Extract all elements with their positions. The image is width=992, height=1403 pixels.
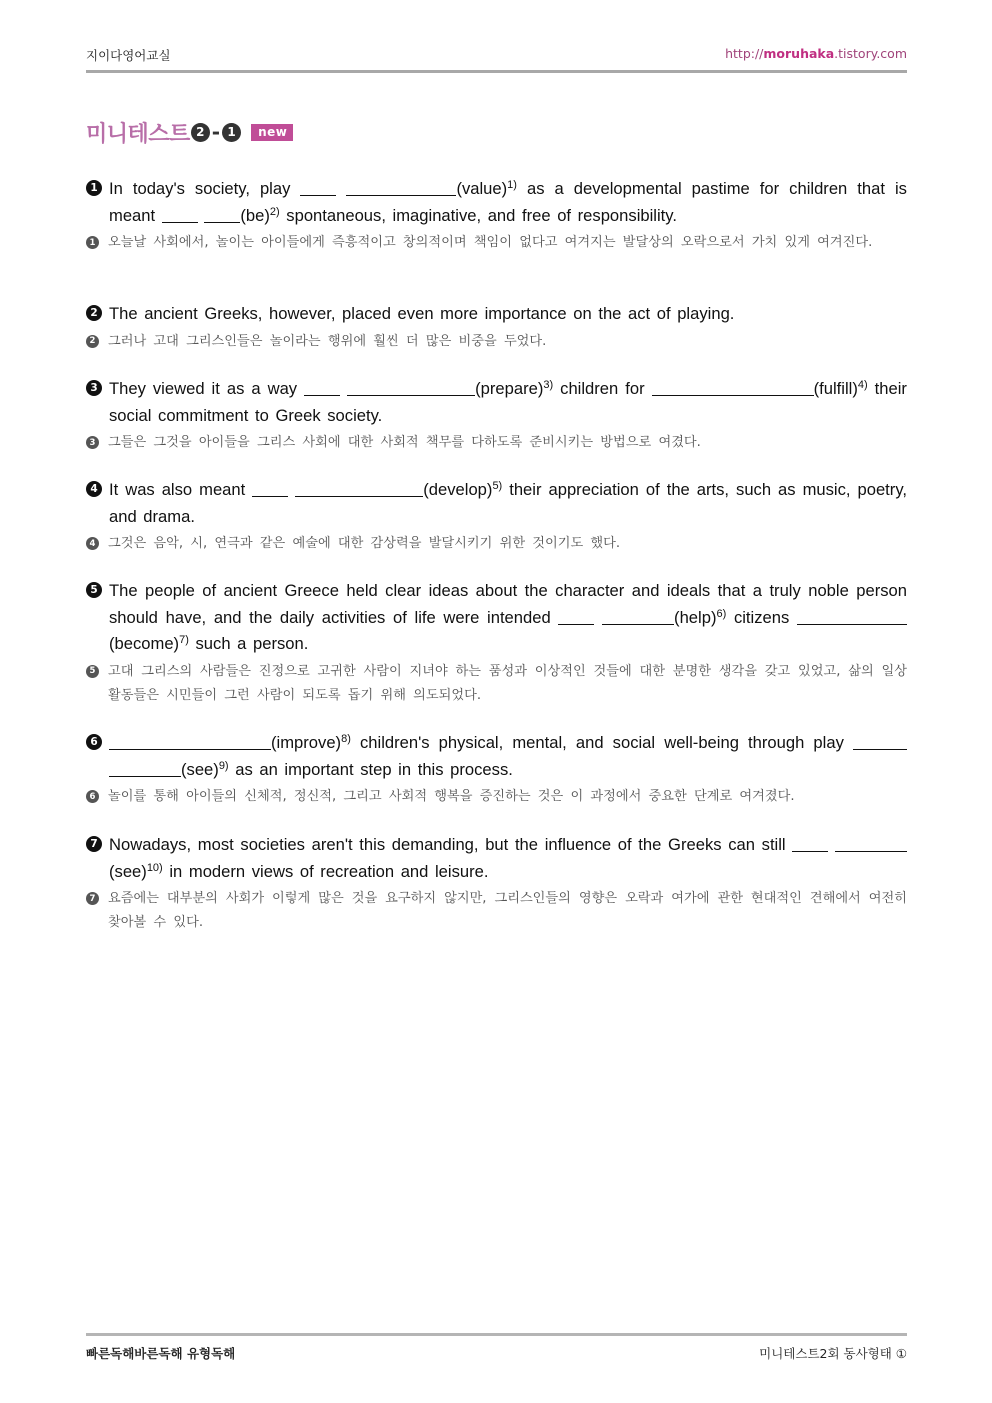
korean-translation: 7 요즘에는 대부분의 사회가 이렇게 많은 것을 요구하지 않지만, 그리스인들의 영향은 오락과 여가에 관한 현대적인 견해에서 여전히 찾아볼 수 있다. <box>86 887 907 935</box>
english-sentence: 1 In today's society, play (value)$^{1)}$ as a developmental pastime for children that is meant (be)$^{2)}$ spontaneous, imaginative, and free of responsibility. <box>86 176 907 229</box>
question-item <box>86 832 907 935</box>
footer-divider <box>86 1333 907 1336</box>
item-number-small: 7 <box>86 892 99 905</box>
page-title <box>86 116 293 148</box>
title-number-2: 1 <box>222 123 241 142</box>
item-number: 3 <box>86 380 102 396</box>
question-item <box>86 477 907 556</box>
korean-translation: 1 오늘날 사회에서, 놀이는 아이들에게 즉흥적이고 창의적이며 책임이 없다고 여겨지는 발달상의 오락으로서 가치 있게 여겨진다. <box>86 231 907 255</box>
blank-index: 8) <box>341 733 351 745</box>
hint-verb: (become) <box>109 634 180 653</box>
blank-index: 1) <box>507 179 517 191</box>
hint-verb: (improve) <box>271 733 342 752</box>
item-number: 1 <box>86 180 102 196</box>
question-item <box>86 578 907 708</box>
english-sentence: 5 The people of ancient Greece held clear ideas about the character and ideals that a truly noble person should have, and the daily activities of life were intended (help)$^{6)}$ citizens (become)$^{7)}$ such a person. <box>86 578 907 658</box>
blank-index: 4) <box>857 379 868 391</box>
answer-blank[interactable] <box>204 205 240 223</box>
item-number: 2 <box>86 305 102 321</box>
korean-translation: 6 놀이를 통해 아이들의 신체적, 정신적, 그리고 사회적 행복을 증진하는 것은 이 과정에서 중요한 단계로 여겨졌다. <box>86 785 907 809</box>
title-dash: - <box>211 120 221 144</box>
english-sentence: 7 Nowadays, most societies aren't this demanding, but the influence of the Greeks can still (see)$^{10)}$ in modern views of recreation and leisure. <box>86 832 907 885</box>
answer-blank[interactable] <box>346 178 456 196</box>
english-sentence: 4 It was also meant (develop)$^{5)}$ their appreciation of the arts, such as music, poetry, and drama. <box>86 477 907 530</box>
korean-translation: 2 그러나 고대 그리스인들은 놀이라는 행위에 훨씬 더 많은 비중을 두었다. <box>86 330 907 354</box>
header-url[interactable] <box>725 46 907 61</box>
new-badge: new <box>251 124 293 141</box>
blank-index: 3) <box>543 379 554 391</box>
answer-blank[interactable] <box>835 834 907 852</box>
answer-blank[interactable] <box>109 732 271 750</box>
footer-book-title: 빠른독해바른독해 유형독해 <box>86 1346 236 1361</box>
answer-blank[interactable] <box>602 607 674 625</box>
english-sentence: 2 The ancient Greeks, however, placed even more importance on the act of playing. <box>86 301 907 328</box>
hint-verb: (fulfill) <box>813 379 858 398</box>
answer-blank[interactable] <box>304 378 340 396</box>
answer-blank[interactable] <box>295 479 423 497</box>
answer-blank[interactable] <box>109 759 181 777</box>
hint-verb: (see) <box>181 759 219 779</box>
blank-index: 10) <box>146 861 163 874</box>
hint-verb: (value) <box>456 179 508 198</box>
header-divider <box>86 70 907 73</box>
item-number-small: 6 <box>86 790 99 803</box>
page-header <box>86 46 907 64</box>
item-number-small: 4 <box>86 537 99 550</box>
header-brand: 지이다영어교실 <box>86 48 171 63</box>
answer-blank[interactable] <box>558 607 594 625</box>
answer-blank[interactable] <box>252 479 288 497</box>
answer-blank[interactable] <box>792 834 828 852</box>
answer-blank[interactable] <box>797 607 907 625</box>
blank-index: 7) <box>179 634 189 646</box>
page-footer <box>86 1344 907 1362</box>
title-number-1: 2 <box>191 123 210 142</box>
korean-translation: 3 그들은 그것을 아이들을 그리스 사회에 대한 사회적 책무를 다하도록 준비시키는 방법으로 여겼다. <box>86 431 907 455</box>
item-number: 6 <box>86 734 102 750</box>
hint-verb: (prepare) <box>475 379 544 398</box>
korean-translation: 4 그것은 음악, 시, 연극과 같은 예술에 대한 감상력을 발달시키기 위한 것이기도 했다. <box>86 532 907 556</box>
english-sentence: 6 (improve)$^{8)}$ children's physical, mental, and social well-being through play (see)$^{9)}$ as an important step in this process. <box>86 730 907 783</box>
question-item <box>86 301 907 354</box>
footer-section: 미니테스트2회 동사형태 ① <box>759 1346 907 1361</box>
url-suffix: .tistory.com <box>834 46 907 61</box>
blank-index: 2) <box>269 205 280 218</box>
url-bold: moruhaka <box>763 46 835 61</box>
hint-verb: (be) <box>240 205 270 225</box>
item-number: 5 <box>86 582 102 598</box>
answer-blank[interactable] <box>347 378 475 396</box>
answer-blank[interactable] <box>853 732 907 750</box>
korean-translation: 5 고대 그리스의 사람들은 진정으로 고귀한 사람이 지녀야 하는 품성과 이상적인 것들에 대한 분명한 생각을 갖고 있었고, 삶의 일상 활동들은 시민들이 그런 사람이 되도록 돕기 위해 의도되었다. <box>86 660 907 708</box>
question-item <box>86 376 907 455</box>
answer-blank[interactable] <box>162 205 198 223</box>
answer-blank[interactable] <box>300 178 336 196</box>
item-number: 4 <box>86 481 102 497</box>
hint-verb: (develop) <box>423 480 493 499</box>
item-number-small: 5 <box>86 665 99 678</box>
title-text: 미니테스트 <box>86 121 190 147</box>
item-number: 7 <box>86 836 102 852</box>
url-prefix: http:// <box>725 46 764 61</box>
blank-index: 6) <box>716 607 727 620</box>
hint-verb: (see) <box>109 861 147 881</box>
item-number-small: 1 <box>86 236 99 249</box>
blank-index: 9) <box>218 759 229 772</box>
question-item <box>86 730 907 809</box>
item-number-small: 2 <box>86 335 99 348</box>
hint-verb: (help) <box>674 607 717 627</box>
blank-index: 5) <box>492 480 503 492</box>
item-number-small: 3 <box>86 436 99 449</box>
english-sentence: 3 They viewed it as a way (prepare)$^{3)}$ children for (fulfill)$^{4)}$ their social commitment to Greek society. <box>86 376 907 429</box>
answer-blank[interactable] <box>652 378 814 396</box>
question-item <box>86 176 907 255</box>
